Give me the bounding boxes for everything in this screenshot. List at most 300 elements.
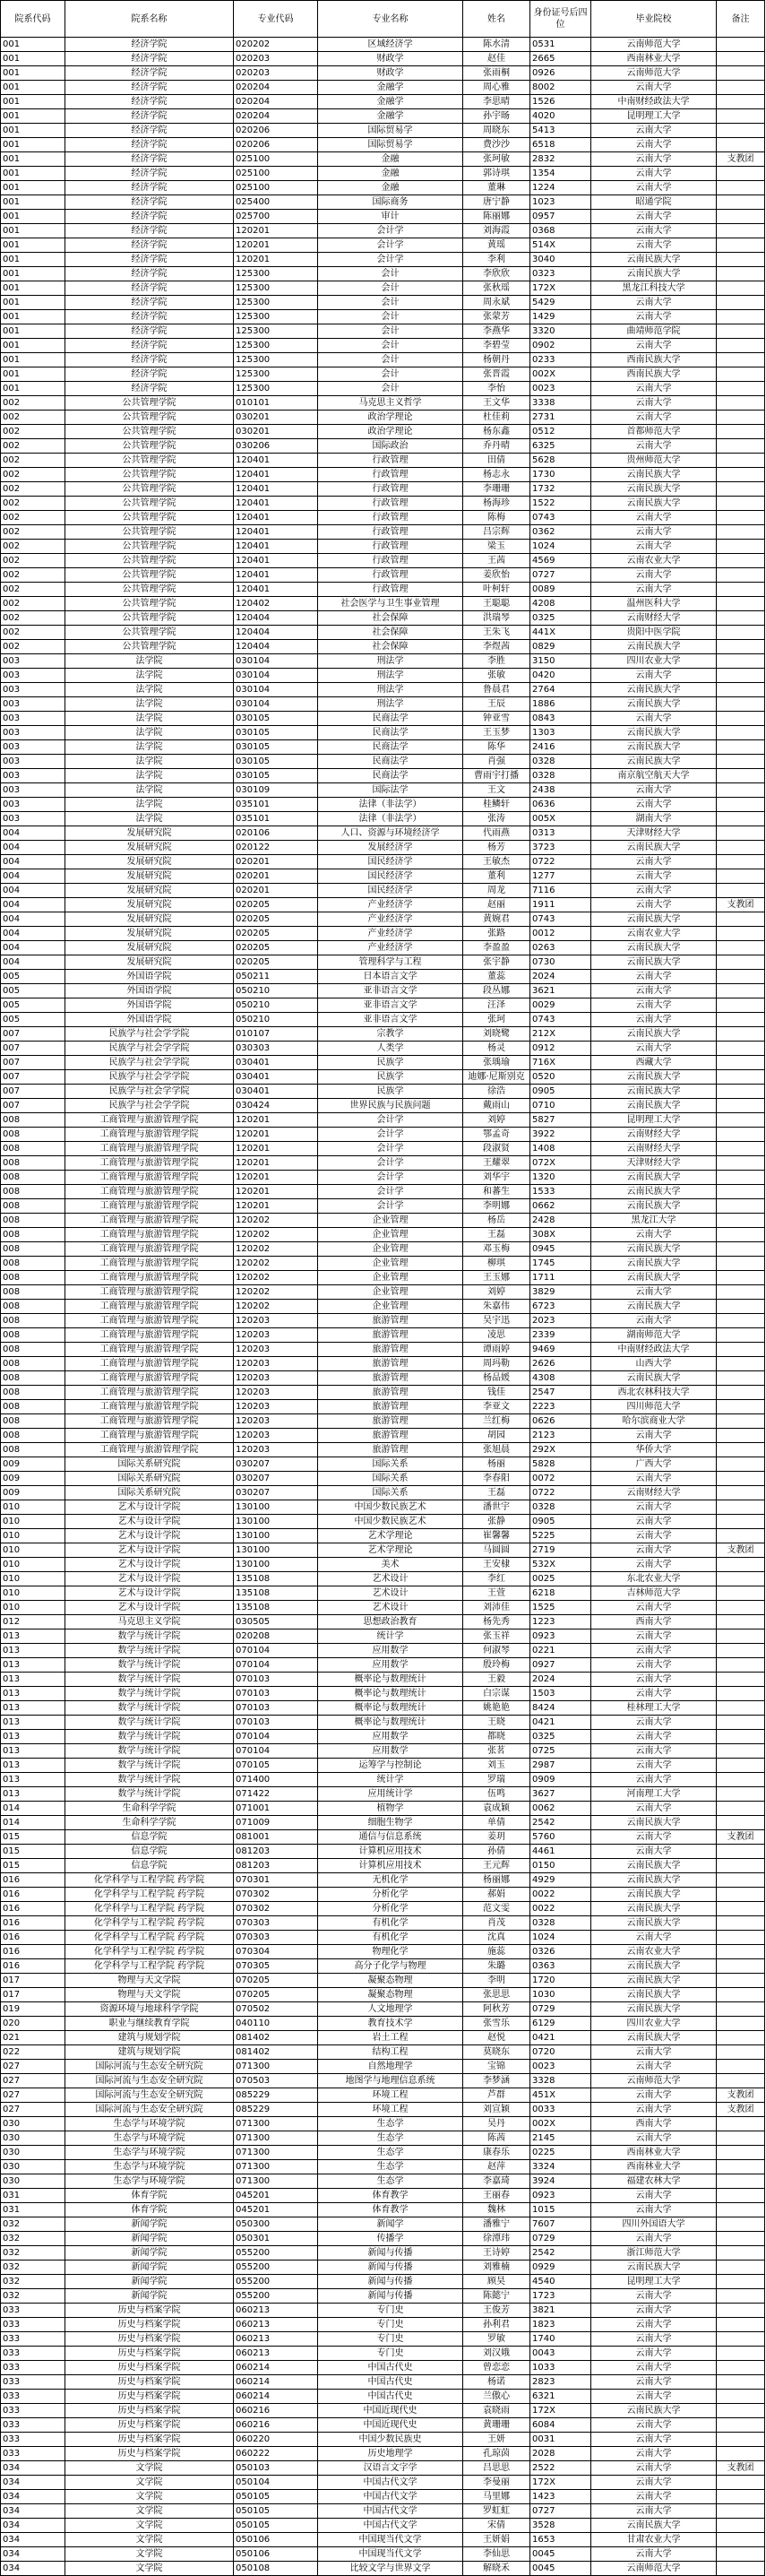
cell-remark xyxy=(717,540,765,554)
cell-id-last4: 1732 xyxy=(530,482,591,497)
cell-dept-name: 公共管理学院 xyxy=(65,482,234,497)
cell-dept-name: 公共管理学院 xyxy=(65,597,234,611)
cell-dept-name: 公共管理学院 xyxy=(65,454,234,468)
cell-name: 罗瑞 xyxy=(463,1773,530,1787)
cell-dept-code: 007 xyxy=(1,1099,65,1113)
cell-name: 杨品媛 xyxy=(463,1371,530,1386)
cell-graduate-school: 云南大学 xyxy=(591,167,717,181)
cell-dept-name: 物理与天文学院 xyxy=(65,1988,234,2002)
table-row xyxy=(1,2275,765,2289)
table-row xyxy=(1,2404,765,2418)
table-row xyxy=(1,1759,765,1773)
cell-id-last4: 0520 xyxy=(530,1070,591,1085)
cell-dept-name: 工商管理与旅游管理学院 xyxy=(65,1314,234,1328)
cell-major-name: 审计 xyxy=(318,210,463,224)
cell-dept-name: 数学与统计学院 xyxy=(65,1701,234,1716)
table-row xyxy=(1,1285,765,1300)
cell-id-last4: 1223 xyxy=(530,1615,591,1629)
cell-major-code: 070104 xyxy=(234,1658,318,1673)
cell-id-last4: 2665 xyxy=(530,52,591,66)
cell-remark xyxy=(717,324,765,339)
cell-major-code: 120203 xyxy=(234,1429,318,1443)
cell-id-last4: 3924 xyxy=(530,2174,591,2189)
table-row xyxy=(1,2189,765,2203)
cell-id-last4: 1653 xyxy=(530,2533,591,2547)
cell-dept-name: 数学与统计学院 xyxy=(65,1716,234,1730)
cell-id-last4: 2542 xyxy=(530,2246,591,2260)
cell-dept-code: 033 xyxy=(1,2404,65,2418)
cell-name: 孔琼茵 xyxy=(463,2447,530,2461)
cell-major-name: 新闻与传播 xyxy=(318,2275,463,2289)
cell-remark xyxy=(717,2131,765,2146)
cell-dept-name: 生态学与环境学院 xyxy=(65,2131,234,2146)
cell-graduate-school: 云南民族大学 xyxy=(591,1959,717,1974)
cell-graduate-school: 云南大学 xyxy=(591,869,717,884)
cell-id-last4: 0902 xyxy=(530,339,591,353)
cell-major-code: 020201 xyxy=(234,869,318,884)
cell-dept-code: 002 xyxy=(1,611,65,626)
cell-graduate-school: 贵州师范大学 xyxy=(591,454,717,468)
cell-major-code: 020205 xyxy=(234,912,318,927)
cell-major-code: 055200 xyxy=(234,2289,318,2304)
cell-dept-name: 新闻学院 xyxy=(65,2289,234,2304)
table-row xyxy=(1,1486,765,1500)
cell-remark xyxy=(717,167,765,181)
table-row xyxy=(1,2461,765,2476)
cell-name: 张旭晨 xyxy=(463,1443,530,1457)
table-row xyxy=(1,1242,765,1257)
cell-graduate-school: 云南大学 xyxy=(591,2060,717,2074)
table-row xyxy=(1,2232,765,2246)
cell-dept-code: 008 xyxy=(1,1185,65,1199)
cell-dept-code: 002 xyxy=(1,396,65,411)
cell-name: 董琳 xyxy=(463,181,530,195)
cell-remark xyxy=(717,1787,765,1802)
table-row xyxy=(1,1701,765,1716)
cell-name: 杨先秀 xyxy=(463,1615,530,1629)
cell-remark xyxy=(717,769,765,783)
table-row xyxy=(1,783,765,798)
table-row xyxy=(1,181,765,195)
cell-id-last4: 6129 xyxy=(530,2017,591,2031)
cell-dept-code: 001 xyxy=(1,152,65,167)
cell-id-last4: 0843 xyxy=(530,712,591,726)
cell-dept-name: 历史与档案学院 xyxy=(65,2447,234,2461)
cell-name: 李明娜 xyxy=(463,1199,530,1214)
cell-dept-code: 008 xyxy=(1,1128,65,1142)
cell-dept-code: 013 xyxy=(1,1629,65,1644)
cell-dept-code: 004 xyxy=(1,884,65,898)
table-row xyxy=(1,2490,765,2504)
cell-remark xyxy=(717,1271,765,1285)
cell-name: 姜玥 xyxy=(463,1830,530,1845)
cell-name: 胡园 xyxy=(463,1429,530,1443)
cell-major-name: 人类学 xyxy=(318,1042,463,1056)
cell-dept-name: 新闻学院 xyxy=(65,2232,234,2246)
cell-name: 董蕊 xyxy=(463,970,530,984)
cell-major-code: 035101 xyxy=(234,798,318,812)
cell-major-name: 世界民族与民族问题 xyxy=(318,1099,463,1113)
cell-major-code: 050108 xyxy=(234,2562,318,2576)
cell-dept-name: 公共管理学院 xyxy=(65,583,234,597)
cell-graduate-school: 温州医科大学 xyxy=(591,597,717,611)
cell-remark xyxy=(717,984,765,998)
cell-dept-code: 010 xyxy=(1,1515,65,1529)
table-row xyxy=(1,869,765,884)
cell-graduate-school: 云南大学 xyxy=(591,2131,717,2146)
cell-major-name: 体育教学 xyxy=(318,2189,463,2203)
cell-major-name: 金融学 xyxy=(318,81,463,95)
cell-id-last4: 172X xyxy=(530,2476,591,2490)
cell-dept-code: 003 xyxy=(1,712,65,726)
cell-remark xyxy=(717,1242,765,1257)
table-row xyxy=(1,2289,765,2304)
cell-dept-name: 工商管理与旅游管理学院 xyxy=(65,1300,234,1314)
cell-dept-code: 003 xyxy=(1,669,65,683)
cell-graduate-school: 云南大学 xyxy=(591,2361,717,2375)
cell-dept-code: 008 xyxy=(1,1257,65,1271)
cell-major-code: 120201 xyxy=(234,1185,318,1199)
cell-major-name: 旅游管理 xyxy=(318,1429,463,1443)
cell-dept-name: 发展研究院 xyxy=(65,869,234,884)
table-row xyxy=(1,353,765,367)
cell-dept-name: 经济学院 xyxy=(65,95,234,109)
cell-dept-code: 001 xyxy=(1,353,65,367)
cell-major-name: 通信与信息系统 xyxy=(318,1830,463,1845)
cell-remark xyxy=(717,2174,765,2189)
cell-id-last4: 0089 xyxy=(530,583,591,597)
table-row xyxy=(1,1916,765,1931)
table-row xyxy=(1,1543,765,1558)
cell-name: 李仙思 xyxy=(463,2547,530,2562)
cell-dept-name: 公共管理学院 xyxy=(65,396,234,411)
cell-major-name: 旅游管理 xyxy=(318,1328,463,1343)
cell-major-code: 070104 xyxy=(234,1730,318,1744)
table-row xyxy=(1,998,765,1013)
cell-graduate-school: 云南大学 xyxy=(591,382,717,396)
cell-id-last4: 0323 xyxy=(530,267,591,281)
cell-major-name: 应用统计学 xyxy=(318,1787,463,1802)
cell-id-last4: 2339 xyxy=(530,1328,591,1343)
cell-name: 张瑀瑜 xyxy=(463,1056,530,1070)
cell-major-code: 020202 xyxy=(234,38,318,52)
table-row xyxy=(1,2447,765,2461)
cell-dept-code: 008 xyxy=(1,1400,65,1414)
cell-graduate-school: 云南财经大学 xyxy=(591,1128,717,1142)
cell-id-last4: 0045 xyxy=(530,2547,591,2562)
cell-remark xyxy=(717,2217,765,2232)
cell-dept-name: 历史与档案学院 xyxy=(65,2347,234,2361)
cell-name: 宝锦 xyxy=(463,2060,530,2074)
cell-remark xyxy=(717,1300,765,1314)
cell-id-last4: 0363 xyxy=(530,1959,591,1974)
cell-remark: 支教团 xyxy=(717,2103,765,2117)
cell-id-last4: 2987 xyxy=(530,1759,591,1773)
table-row xyxy=(1,253,765,267)
cell-id-last4: 0328 xyxy=(530,769,591,783)
cell-dept-name: 公共管理学院 xyxy=(65,611,234,626)
table-row xyxy=(1,683,765,697)
table-row xyxy=(1,1400,765,1414)
cell-remark xyxy=(717,195,765,210)
table-row xyxy=(1,152,765,167)
cell-dept-code: 001 xyxy=(1,281,65,296)
cell-dept-name: 公共管理学院 xyxy=(65,511,234,525)
cell-major-code: 040110 xyxy=(234,2017,318,2031)
cell-id-last4: 0512 xyxy=(530,425,591,439)
cell-dept-name: 建筑与规划学院 xyxy=(65,2031,234,2045)
cell-dept-code: 017 xyxy=(1,1988,65,2002)
cell-major-name: 会计学 xyxy=(318,1156,463,1171)
cell-name: 钱佳 xyxy=(463,1386,530,1400)
cell-graduate-school: 云南大学 xyxy=(591,1629,717,1644)
cell-dept-name: 国际河流与生态安全研究院 xyxy=(65,2074,234,2088)
cell-major-name: 概率论与数理统计 xyxy=(318,1687,463,1701)
cell-dept-code: 002 xyxy=(1,454,65,468)
cell-id-last4: 1711 xyxy=(530,1271,591,1285)
cell-dept-name: 经济学院 xyxy=(65,267,234,281)
cell-graduate-school: 云南大学 xyxy=(591,1285,717,1300)
cell-major-code: 045201 xyxy=(234,2203,318,2217)
cell-remark xyxy=(717,1931,765,1945)
cell-graduate-school: 云南大学 xyxy=(591,224,717,238)
cell-major-code: 070103 xyxy=(234,1673,318,1687)
cell-id-last4: 514X xyxy=(530,238,591,253)
cell-remark xyxy=(717,2447,765,2461)
cell-dept-code: 021 xyxy=(1,2031,65,2045)
cell-name: 伍鸣 xyxy=(463,1787,530,1802)
cell-remark xyxy=(717,2160,765,2174)
cell-major-name: 细胞生物学 xyxy=(318,1816,463,1830)
cell-dept-code: 005 xyxy=(1,970,65,984)
table-row xyxy=(1,511,765,525)
cell-remark xyxy=(717,2562,765,2576)
cell-dept-code: 027 xyxy=(1,2103,65,2117)
cell-graduate-school: 云南大学 xyxy=(591,1845,717,1859)
table-row xyxy=(1,2318,765,2332)
cell-remark xyxy=(717,1328,765,1343)
cell-remark xyxy=(717,568,765,583)
cell-remark xyxy=(717,1888,765,1902)
cell-dept-code: 004 xyxy=(1,826,65,841)
cell-name: 王文 xyxy=(463,783,530,798)
table-row xyxy=(1,1572,765,1586)
cell-dept-name: 艺术与设计学院 xyxy=(65,1543,234,1558)
table-row xyxy=(1,1529,765,1543)
cell-graduate-school: 云南大学 xyxy=(591,2304,717,2318)
table-row xyxy=(1,38,765,52)
cell-remark xyxy=(717,124,765,138)
cell-major-name: 汉语言文字学 xyxy=(318,2461,463,2476)
cell-major-code: 071300 xyxy=(234,2060,318,2074)
cell-dept-name: 数学与统计学院 xyxy=(65,1744,234,1759)
cell-major-name: 运筹学与控制论 xyxy=(318,1759,463,1773)
cell-major-name: 民族学 xyxy=(318,1085,463,1099)
cell-graduate-school: 广西大学 xyxy=(591,1457,717,1472)
table-row xyxy=(1,267,765,281)
cell-dept-name: 发展研究院 xyxy=(65,912,234,927)
cell-major-code: 125300 xyxy=(234,339,318,353)
cell-graduate-school: 云南大学 xyxy=(591,2504,717,2519)
cell-dept-name: 经济学院 xyxy=(65,224,234,238)
cell-name: 解晓禾 xyxy=(463,2562,530,2576)
cell-name: 田倩 xyxy=(463,454,530,468)
cell-remark xyxy=(717,454,765,468)
cell-dept-code: 001 xyxy=(1,367,65,382)
cell-major-code: 120202 xyxy=(234,1271,318,1285)
cell-major-code: 081203 xyxy=(234,1845,318,1859)
cell-dept-code: 001 xyxy=(1,81,65,95)
cell-remark xyxy=(717,109,765,124)
cell-remark xyxy=(717,1629,765,1644)
cell-dept-code: 002 xyxy=(1,597,65,611)
cell-dept-code: 002 xyxy=(1,425,65,439)
cell-major-code: 120203 xyxy=(234,1386,318,1400)
cell-name: 张雨桐 xyxy=(463,66,530,81)
cell-remark xyxy=(717,367,765,382)
cell-dept-name: 工商管理与旅游管理学院 xyxy=(65,1400,234,1414)
table-row xyxy=(1,2476,765,2490)
cell-name: 柳琪 xyxy=(463,1257,530,1271)
table-row xyxy=(1,2160,765,2174)
cell-remark xyxy=(717,1343,765,1357)
cell-major-code: 120201 xyxy=(234,1199,318,1214)
cell-name: 戴雨山 xyxy=(463,1099,530,1113)
table-row xyxy=(1,411,765,425)
table-row xyxy=(1,1328,765,1343)
cell-major-name: 新闻与传播 xyxy=(318,2260,463,2275)
cell-remark xyxy=(717,281,765,296)
cell-dept-code: 031 xyxy=(1,2189,65,2203)
cell-major-code: 070502 xyxy=(234,2002,318,2017)
cell-id-last4: 7116 xyxy=(530,884,591,898)
cell-dept-name: 经济学院 xyxy=(65,81,234,95)
cell-name: 刘华宇 xyxy=(463,1171,530,1185)
cell-remark xyxy=(717,2490,765,2504)
cell-id-last4: 6723 xyxy=(530,1300,591,1314)
cell-remark xyxy=(717,2289,765,2304)
cell-dept-name: 生态学与环境学院 xyxy=(65,2174,234,2189)
cell-major-name: 中国古代文学 xyxy=(318,2476,463,2490)
cell-id-last4: 0328 xyxy=(530,1500,591,1515)
table-row xyxy=(1,1042,765,1056)
cell-graduate-school: 云南大学 xyxy=(591,1042,717,1056)
cell-dept-name: 公共管理学院 xyxy=(65,626,234,640)
cell-major-name: 金融 xyxy=(318,152,463,167)
cell-major-code: 120201 xyxy=(234,238,318,253)
cell-remark xyxy=(717,1687,765,1701)
cell-name: 王磊 xyxy=(463,1228,530,1242)
cell-name: 王晓 xyxy=(463,1716,530,1730)
cell-remark xyxy=(717,941,765,955)
cell-graduate-school: 河南理工大学 xyxy=(591,1787,717,1802)
cell-name: 王俊芳 xyxy=(463,2304,530,2318)
cell-graduate-school: 湖南大学 xyxy=(591,812,717,826)
cell-dept-name: 工商管理与旅游管理学院 xyxy=(65,1242,234,1257)
cell-id-last4: 3821 xyxy=(530,2304,591,2318)
cell-major-code: 050301 xyxy=(234,2232,318,2246)
table-row xyxy=(1,195,765,210)
cell-major-name: 计算机应用技术 xyxy=(318,1845,463,1859)
cell-remark xyxy=(717,2045,765,2060)
cell-name: 刘宣颖 xyxy=(463,2103,530,2117)
table-row xyxy=(1,1013,765,1027)
cell-major-code: 050211 xyxy=(234,970,318,984)
cell-id-last4: 0022 xyxy=(530,1902,591,1916)
table-row xyxy=(1,281,765,296)
cell-major-code: 050104 xyxy=(234,2476,318,2490)
table-row xyxy=(1,669,765,683)
cell-major-code: 020205 xyxy=(234,941,318,955)
cell-remark xyxy=(717,2275,765,2289)
cell-dept-name: 法学院 xyxy=(65,755,234,769)
cell-major-name: 会计学 xyxy=(318,1185,463,1199)
cell-remark xyxy=(717,382,765,396)
cell-id-last4: 1033 xyxy=(530,2361,591,2375)
cell-major-name: 应用数学 xyxy=(318,1730,463,1744)
cell-id-last4: 5828 xyxy=(530,1457,591,1472)
cell-graduate-school: 四川外国语大学 xyxy=(591,2217,717,2232)
cell-dept-name: 化学科学与工程学院 药学院 xyxy=(65,1873,234,1888)
cell-graduate-school: 西南大学 xyxy=(591,1615,717,1629)
cell-graduate-school: 云南大学 xyxy=(591,2232,717,2246)
cell-dept-code: 002 xyxy=(1,568,65,583)
table-row xyxy=(1,296,765,310)
cell-dept-code: 003 xyxy=(1,783,65,798)
cell-id-last4: 2626 xyxy=(530,1357,591,1371)
cell-name: 张秋瑶 xyxy=(463,281,530,296)
cell-dept-name: 体育学院 xyxy=(65,2203,234,2217)
cell-remark xyxy=(717,95,765,109)
cell-graduate-school: 云南大学 xyxy=(591,2088,717,2103)
cell-graduate-school: 云南民族大学 xyxy=(591,497,717,511)
table-row xyxy=(1,798,765,812)
cell-dept-name: 公共管理学院 xyxy=(65,468,234,482)
cell-id-last4: 0029 xyxy=(530,998,591,1013)
cell-major-code: 020205 xyxy=(234,927,318,941)
cell-dept-code: 003 xyxy=(1,755,65,769)
table-row xyxy=(1,2088,765,2103)
cell-major-name: 会计 xyxy=(318,310,463,324)
cell-dept-code: 033 xyxy=(1,2433,65,2447)
cell-dept-code: 013 xyxy=(1,1787,65,1802)
cell-id-last4: 212X xyxy=(530,1027,591,1042)
cell-graduate-school: 云南民族大学 xyxy=(591,1816,717,1830)
cell-dept-name: 文学院 xyxy=(65,2533,234,2547)
cell-name: 徐潭玮 xyxy=(463,2232,530,2246)
cell-major-name: 马克思主义哲学 xyxy=(318,396,463,411)
cell-graduate-school: 云南大学 xyxy=(591,210,717,224)
cell-remark xyxy=(717,1802,765,1816)
cell-major-name: 概率论与数理统计 xyxy=(318,1673,463,1687)
cell-remark xyxy=(717,1974,765,1988)
cell-major-name: 美术 xyxy=(318,1558,463,1572)
cell-major-name: 旅游管理 xyxy=(318,1371,463,1386)
cell-graduate-school: 云南民族大学 xyxy=(591,267,717,281)
cell-major-code: 125300 xyxy=(234,367,318,382)
cell-major-code: 071400 xyxy=(234,1773,318,1787)
cell-name: 沈真 xyxy=(463,1931,530,1945)
cell-name: 乔丹晴 xyxy=(463,439,530,454)
table-row xyxy=(1,583,765,597)
cell-name: 陈水清 xyxy=(463,38,530,52)
cell-major-name: 财政学 xyxy=(318,52,463,66)
cell-name: 周龙 xyxy=(463,884,530,898)
cell-major-code: 120203 xyxy=(234,1371,318,1386)
table-row xyxy=(1,1859,765,1873)
cell-graduate-school: 云南大学 xyxy=(591,339,717,353)
cell-major-name: 植物学 xyxy=(318,1802,463,1816)
